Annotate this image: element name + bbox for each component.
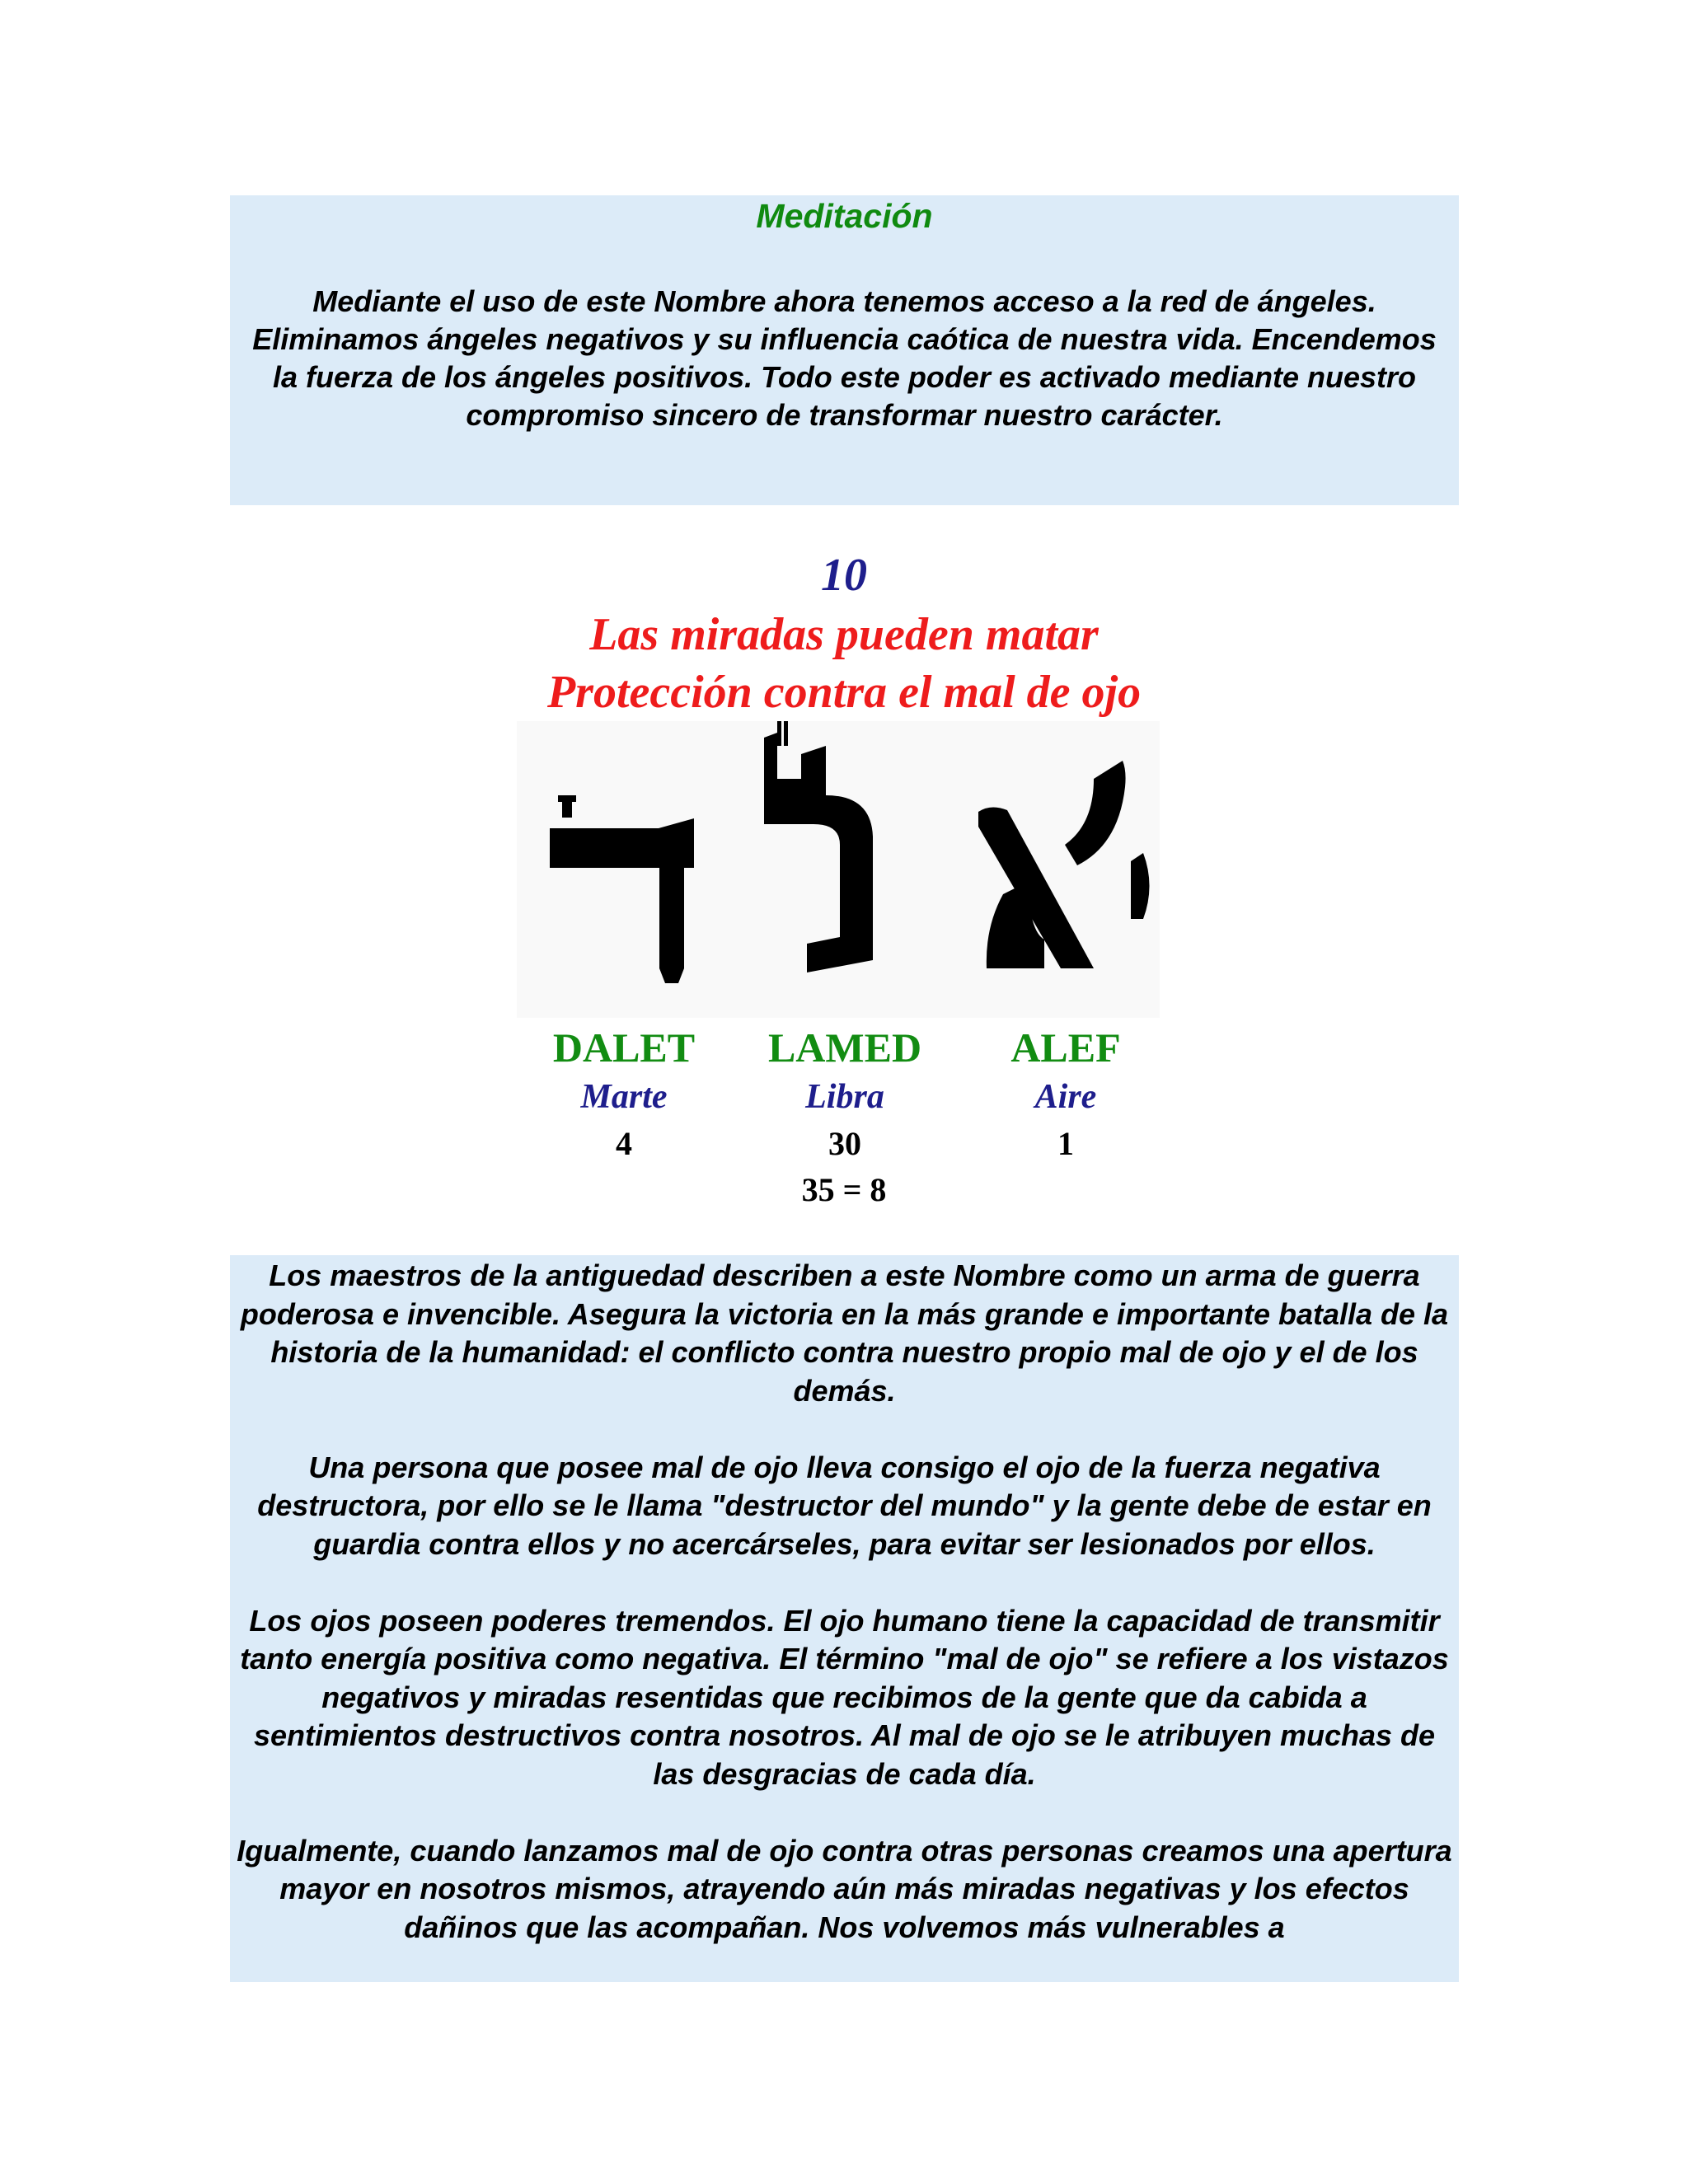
meditation-text: Mediante el uso de este Nombre ahora tenemos acceso a la red de ángeles. Eliminamos ángeles negativos y su influencia caótica de nuestra vida. Encendemos la fuerza de los ángeles positivos. Todo este poder es activado mediante nuestro compromiso sincero de transformar nuestro carácter. — [252, 284, 1437, 432]
letter-association-alef: Aire — [1034, 1078, 1097, 1116]
letter-value-alef: 1 — [1057, 1125, 1074, 1162]
letter-association-dalet: Marte — [580, 1078, 668, 1116]
letter-name-alef: ALEF — [1010, 1024, 1121, 1071]
letter-name-lamed: LAMED — [767, 1024, 922, 1071]
chapter-number: 10 — [821, 550, 867, 601]
letter-name-dalet: DALET — [552, 1024, 696, 1071]
description-paragraph: Igualmente, cuando lanzamos mal de ojo contra otras personas creamos una apertura mayor en nosotros mismos, atrayendo aún más miradas negativas y los efectos dañinos que las acompañan. Nos volvemos más vulnerables a — [237, 1833, 1452, 1944]
hebrew-letters-image — [517, 721, 1160, 1018]
letter-value-dalet: 4 — [616, 1125, 632, 1162]
chapter-title: Las miradas pueden matar — [589, 609, 1099, 660]
meditation-panel — [230, 195, 1459, 505]
letter-association-lamed: Libra — [805, 1078, 884, 1116]
description-text — [235, 1257, 1454, 1985]
description-paragraph: Una persona que posee mal de ojo lleva consigo el ojo de la fuerza negativa destructora, por ello se le llama "destructor del mundo" y la gente debe de estar en guardia contra ellos y no acercárseles, para evitar ser lesionados por ellos. — [257, 1450, 1432, 1561]
description-paragraph: Los ojos poseen poderes tremendos. El ojo humano tiene la capacidad de transmitir tanto energía positiva como negativa. El término "mal de ojo" se refiere a los vistazos negativos y miradas resentidas que recibimos de la gente que da cabida a sentimientos destructivos contra nosotros. Al mal de ojo se le atribuyen muchas de las desgracias de cada día. — [240, 1603, 1449, 1791]
description-paragraph: Los maestros de la antiguedad describen a este Nombre como un arma de guerra poderosa e invencible. Asegura la victoria en la más grande e importante batalla de la historia de la humanidad: el conflicto contra nuestro propio mal de ojo y el de los demás. — [240, 1258, 1449, 1408]
chapter-subtitle: Protección contra el mal de ojo — [546, 667, 1142, 718]
numeric-total: 35 = 8 — [801, 1171, 887, 1208]
description-panel — [230, 1255, 1459, 1982]
letter-value-lamed: 30 — [828, 1125, 861, 1162]
meditation-title: Meditación — [756, 197, 933, 235]
